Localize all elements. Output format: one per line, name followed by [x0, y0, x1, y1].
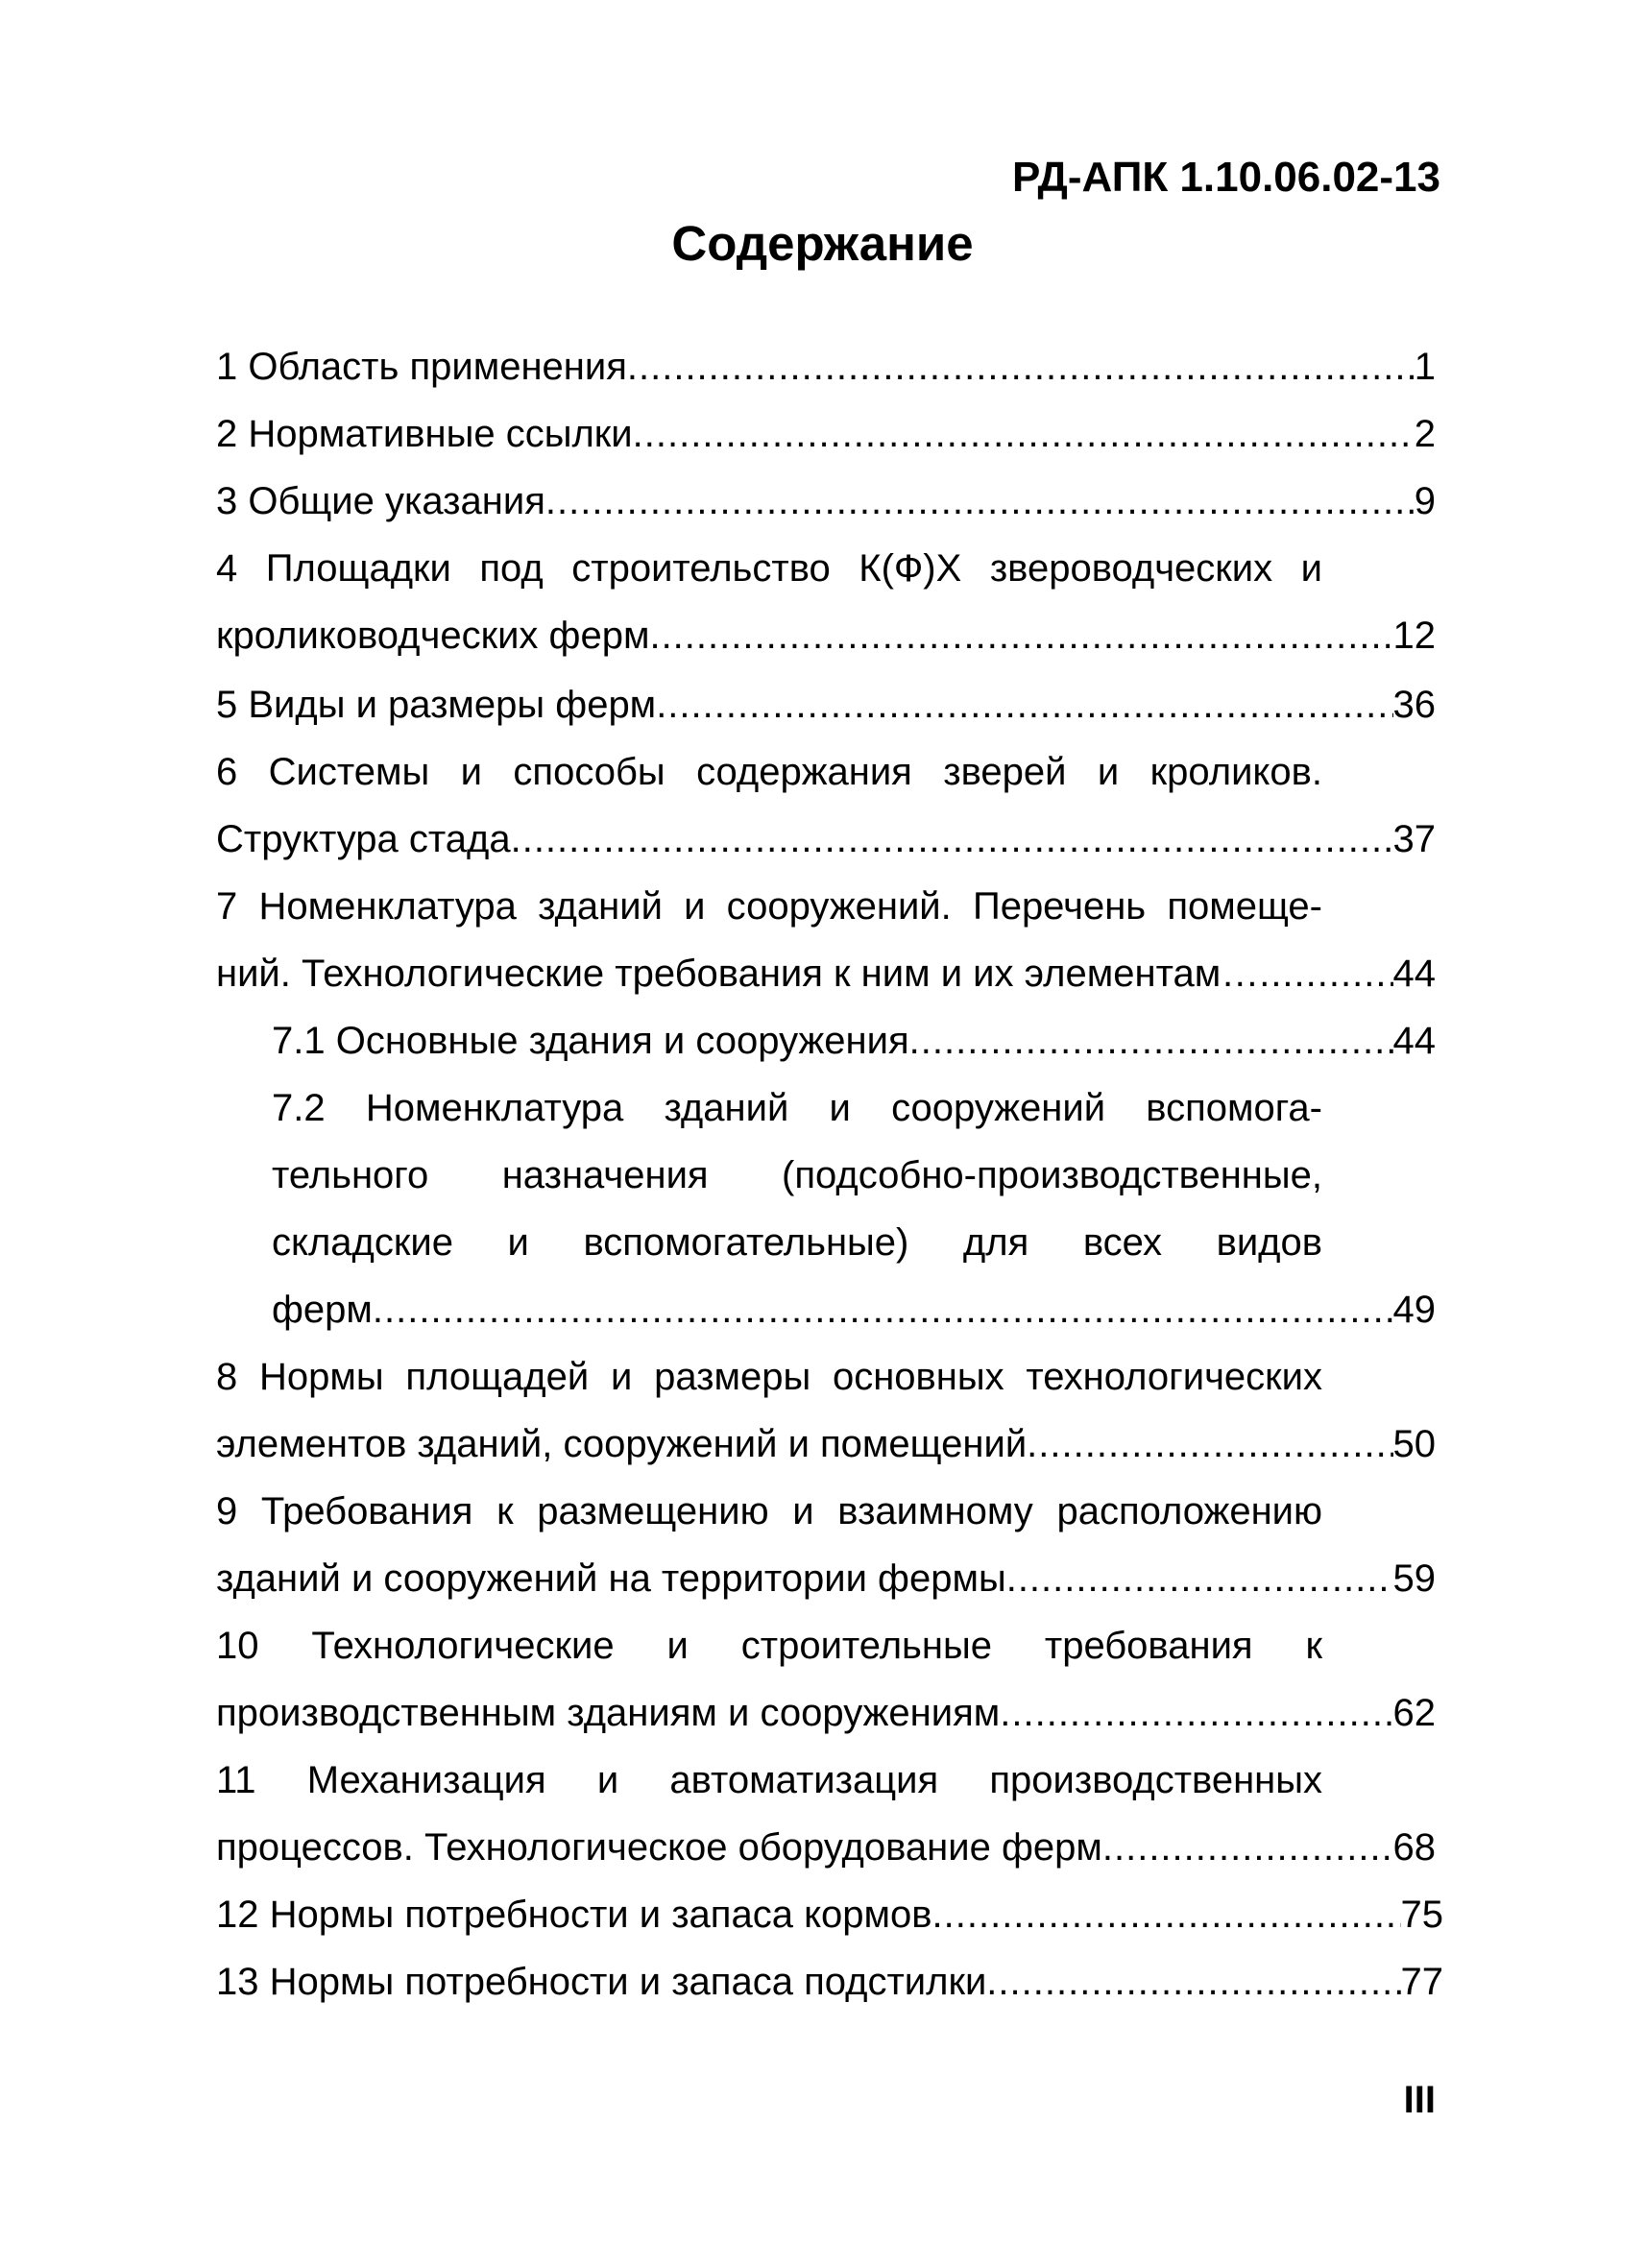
toc-entry-11-line-1: 11 Механизация и автоматизация производственных — [216, 1759, 1322, 1801]
toc-page-number: 77 — [1400, 1961, 1443, 2003]
toc-entry-4-line-1: 4 Площадки под строительство К(Ф)Х звероводческих и — [216, 547, 1322, 590]
toc-entry-5: 5 Виды и размеры ферм ..... 36 — [216, 676, 1436, 734]
toc-entry-4: кролиководческих ферм ..... 12 — [216, 607, 1436, 664]
toc-entry-9: зданий и сооружений на территории фермы ..... 59 — [216, 1550, 1436, 1607]
toc-entry-7-2-line-1: 7.2 Номенклатура зданий и сооружений вспомога- — [272, 1087, 1322, 1129]
toc-page-number: 49 — [1392, 1289, 1436, 1331]
toc-page-number: 36 — [1392, 684, 1436, 726]
toc-entry-11: процессов. Технологическое оборудование ферм ..... 68 — [216, 1819, 1436, 1876]
toc-page-number: 68 — [1392, 1826, 1436, 1869]
toc-entry-3: 3 Общие указания ..... 9 — [216, 472, 1436, 530]
toc-entry-6-line-1: 6 Системы и способы содержания зверей и кроликов. — [216, 751, 1322, 793]
toc-entry-8-line-1: 8 Нормы площадей и размеры основных технологических — [216, 1356, 1322, 1398]
toc-page-number: 50 — [1392, 1423, 1436, 1465]
toc-entry-7-line-1: 7 Номенклатура зданий и сооружений. Перечень помеще- — [216, 885, 1322, 928]
toc-page-number: 2 — [1414, 413, 1436, 455]
toc-page-number: 44 — [1392, 1020, 1436, 1062]
toc-entry-7-2-line-3: складские и вспомогательные) для всех видов — [272, 1221, 1322, 1264]
toc-entry-10: производственным зданиям и сооружениям ..... 62 — [216, 1684, 1436, 1742]
toc-entry-1: 1 Область применения ..... 1 — [216, 338, 1436, 396]
toc-entry-7-1: 7.1 Основные здания и сооружения ..... 44 — [272, 1012, 1436, 1070]
toc-entry-7-2: ферм ..... 49 — [272, 1281, 1436, 1339]
toc-page-number: 75 — [1400, 1894, 1443, 1936]
toc-entry-13: 13 Нормы потребности и запаса подстилки ..... 77 — [216, 1953, 1443, 2011]
toc-entry-8: элементов зданий, сооружений и помещений ..... 50 — [216, 1415, 1436, 1473]
toc-entry-2: 2 Нормативные ссылки ..... 2 — [216, 405, 1436, 463]
toc-page-number: 44 — [1392, 953, 1436, 995]
toc-page-number: 59 — [1392, 1557, 1436, 1600]
toc-entry-6: Структура стада ..... 37 — [216, 810, 1436, 868]
toc-page-number: 37 — [1392, 818, 1436, 860]
toc-page-number: 1 — [1414, 346, 1436, 388]
toc-entry-10-line-1: 10 Технологические и строительные требования к — [216, 1625, 1322, 1667]
toc-page-number: 62 — [1392, 1692, 1436, 1734]
toc-entry-9-line-1: 9 Требования к размещению и взаимному расположению — [216, 1490, 1322, 1532]
page-title: Содержание — [671, 216, 974, 271]
toc-entry-7-2-line-2: тельного назначения (подсобно-производственные, — [272, 1154, 1322, 1196]
toc-page-number: 9 — [1414, 480, 1436, 522]
document-code: РД-АПК 1.10.06.02-13 — [1011, 154, 1440, 201]
page-number: III — [1403, 2079, 1436, 2121]
toc-entry-7: ний. Технологические требования к ним и их элементам… ..... 44 — [216, 945, 1436, 1002]
toc-page-number: 12 — [1392, 615, 1436, 657]
toc-entry-12: 12 Нормы потребности и запаса кормов ..... 75 — [216, 1886, 1443, 1943]
